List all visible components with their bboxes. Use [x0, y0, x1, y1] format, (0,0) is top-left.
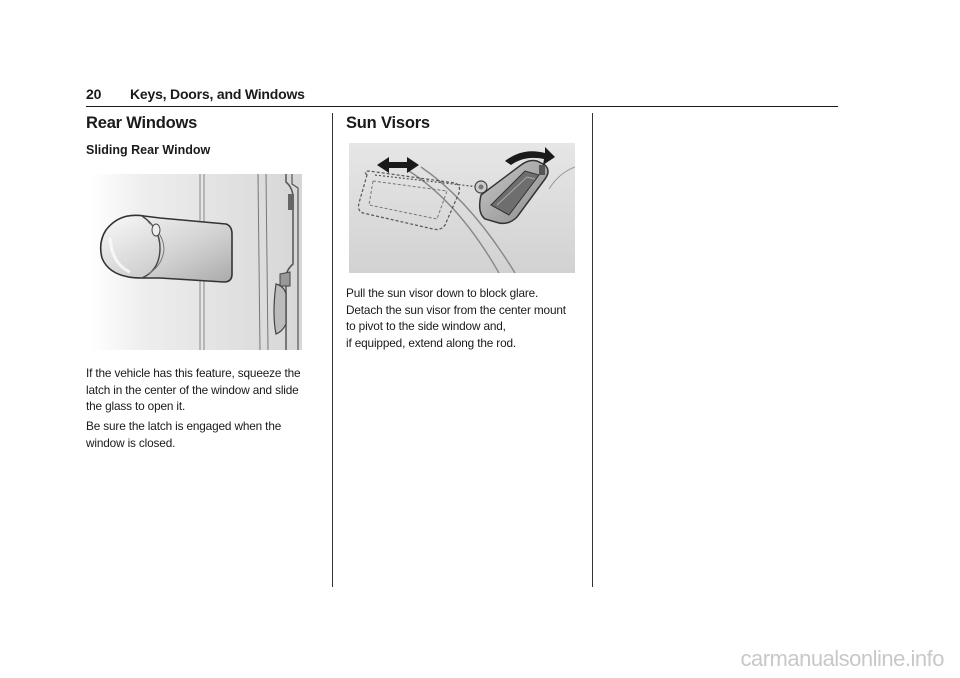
section-title: Keys, Doors, and Windows [130, 86, 305, 102]
sliding-rear-window-subheading: Sliding Rear Window [86, 143, 211, 157]
sliding-rear-window-latch-illustration [90, 174, 302, 350]
watermark: carmanualsonline.info [740, 646, 944, 671]
rear-window-instructions: If the vehicle has this feature, squeeze the latch in the center of the window and slide the glass to open it. [86, 366, 301, 413]
page-header [86, 84, 838, 107]
sun-visors-heading: Sun Visors [346, 114, 430, 132]
column-divider-left [332, 113, 333, 587]
rear-window-latch-note: Be sure the latch is engaged when the window is closed. [86, 419, 282, 450]
sun-visor-illustration [349, 143, 575, 273]
page-number: 20 [86, 86, 102, 102]
rear-windows-heading: Rear Windows [86, 114, 198, 132]
sun-visor-instructions: Pull the sun visor down to block glare. Detach the sun visor from the center mount to pivot to the side window and, if equipped, extend along the rod. [346, 286, 566, 350]
column-divider-right [592, 113, 593, 587]
